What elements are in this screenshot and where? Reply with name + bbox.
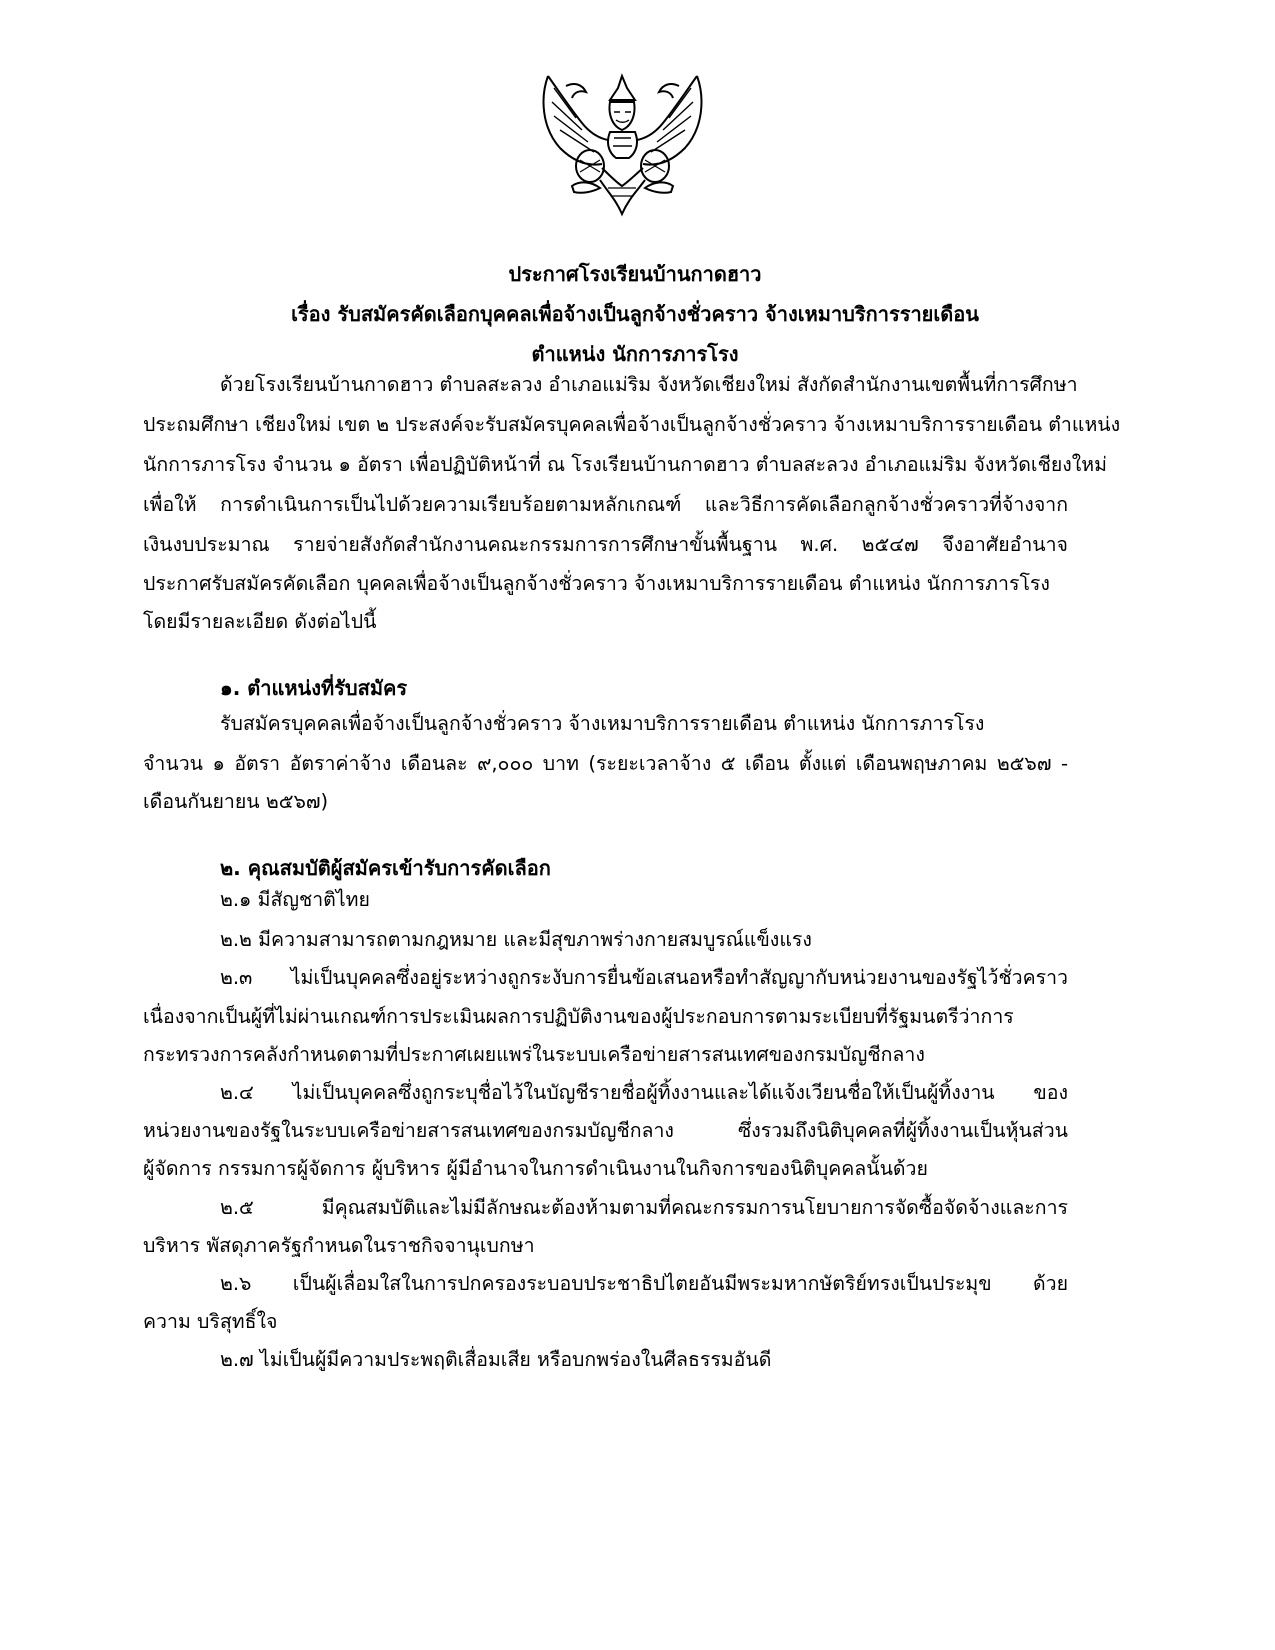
paragraph-line: เงินงบประมาณ รายจ่ายสังกัดสำนักงานคณะกรรมการการศึกษาขั้นพื้นฐาน พ.ศ. ๒๕๔๗ จึงอาศัยอำนาจ	[143, 533, 1068, 556]
qualification-item-cont: กระทรวงการคลังกำหนดตามที่ประกาศเผยแพร่ในระบบเครือข่ายสารสนเทศของกรมบัญชีกลาง	[143, 1043, 925, 1066]
paragraph-line: นักการภารโรง จำนวน ๑ อัตรา เพื่อปฏิบัติหน้าที่ ณ โรงเรียนบ้านกาดฮาว ตำบลสะลวง อำเภอแม่ริม จังหวัดเชียงใหม่	[143, 453, 1107, 476]
paragraph-line: รับสมัครบุคคลเพื่อจ้างเป็นลูกจ้างชั่วคราว จ้างเหมาบริการรายเดือน ตำแหน่ง นักการภารโรง	[220, 712, 985, 735]
paragraph-line: เพื่อให้ การดำเนินการเป็นไปด้วยความเรียบร้อยตามหลักเกณฑ์ และวิธีการคัดเลือกลูกจ้างชั่วคราวที่จ้างจาก	[143, 493, 1068, 516]
qualification-item: ๒.๕ มีคุณสมบัติและไม่มีลักษณะต้องห้ามตามที่คณะกรรมการนโยบายการจัดซื้อจัดจ้างและการ	[220, 1196, 1068, 1219]
paragraph-line: ประกาศรับสมัครคัดเลือก บุคคลเพื่อจ้างเป็นลูกจ้างชั่วคราว จ้างเหมาบริการรายเดือน ตำแหน่ง นักการภารโรง	[143, 572, 1050, 595]
qualification-item: ๒.๓ ไม่เป็นบุคคลซึ่งอยู่ระหว่างถูกระงับการยื่นข้อเสนอหรือทำสัญญากับหน่วยงานของรัฐไว้ชั่วคราว	[220, 966, 1068, 989]
paragraph-line: จำนวน ๑ อัตรา อัตราค่าจ้าง เดือนละ ๙,๐๐๐ บาท (ระยะเวลาจ้าง ๕ เดือน ตั้งแต่ เดือนพฤษภาคม ๒๕๖๗ -	[143, 752, 1068, 775]
paragraph-line: ด้วยโรงเรียนบ้านกาดฮาว ตำบลสะลวง อำเภอแม่ริม จังหวัดเชียงใหม่ สังกัดสำนักงานเขตพื้นที่การศึกษา	[220, 373, 1078, 396]
paragraph-line: ประถมศึกษา เชียงใหม่ เขต ๒ ประสงค์จะรับสมัครบุคคลเพื่อจ้างเป็นลูกจ้างชั่วคราว จ้างเหมาบริการรายเดือน ตำแหน่ง	[143, 413, 1121, 436]
announcement-title	[140, 0, 1130, 380]
paragraph-line: โดยมีรายละเอียด ดังต่อไปนี้	[143, 610, 377, 633]
qualification-item-cont: ผู้จัดการ กรรมการผู้จัดการ ผู้บริหาร ผู้มีอำนาจในการดำเนินงานในกิจการของนิติบุคคลนั้นด้วย	[143, 1157, 928, 1180]
qualification-item: ๒.๔ ไม่เป็นบุคคลซึ่งถูกระบุชื่อไว้ในบัญชีรายชื่อผู้ทิ้งงานและได้แจ้งเวียนชื่อให้เป็นผู้ทิ้งงาน ของ	[220, 1081, 1068, 1104]
qualification-item-cont: เนื่องจากเป็นผู้ที่ไม่ผ่านเกณฑ์การประเมินผลการปฏิบัติงานของผู้ประกอบการตามระเบียบที่รัฐมนตรีว่าการ	[143, 1005, 1014, 1028]
title-line-subject: เรื่อง รับสมัครคัดเลือกบุคคลเพื่อจ้างเป็นลูกจ้างชั่วคราว จ้างเหมาบริการรายเดือน	[291, 302, 979, 326]
title-line-org: ประกาศโรงเรียนบ้านกาดฮาว	[508, 262, 762, 286]
qualification-item: ๒.๗ ไม่เป็นผู้มีความประพฤติเสื่อมเสีย หรือบกพร่องในศีลธรรมอันดี	[220, 1348, 772, 1371]
qualification-item-cont: หน่วยงานของรัฐในระบบเครือข่ายสารสนเทศของกรมบัญชีกลาง ซึ่งรวมถึงนิติบุคคลที่ผู้ทิ้งงานเป็นหุ้นส่วน	[143, 1119, 1068, 1142]
section-heading: ๑. ตำแหน่งที่รับสมัคร	[220, 676, 408, 700]
qualification-item-cont: ความ บริสุทธิ์ใจ	[143, 1310, 278, 1333]
qualification-item: ๒.๖ เป็นผู้เลื่อมใสในการปกครองระบอบประชาธิปไตยอันมีพระมหากษัตริย์ทรงเป็นประมุข ด้วย	[220, 1272, 1068, 1295]
title-line-position: ตำแหน่ง นักการภารโรง	[531, 342, 739, 366]
section-heading: ๒. คุณสมบัติผู้สมัครเข้ารับการคัดเลือก	[220, 856, 551, 880]
paragraph-line: เดือนกันยายน ๒๕๖๗)	[143, 790, 329, 813]
qualification-item: ๒.๑ มีสัญชาติไทย	[220, 888, 370, 911]
qualification-item: ๒.๒ มีความสามารถตามกฎหมาย และมีสุขภาพร่างกายสมบูรณ์แข็งแรง	[220, 928, 812, 951]
qualification-item-cont: บริหาร พัสดุภาครัฐกำหนดในราชกิจจานุเบกษา	[143, 1234, 535, 1257]
